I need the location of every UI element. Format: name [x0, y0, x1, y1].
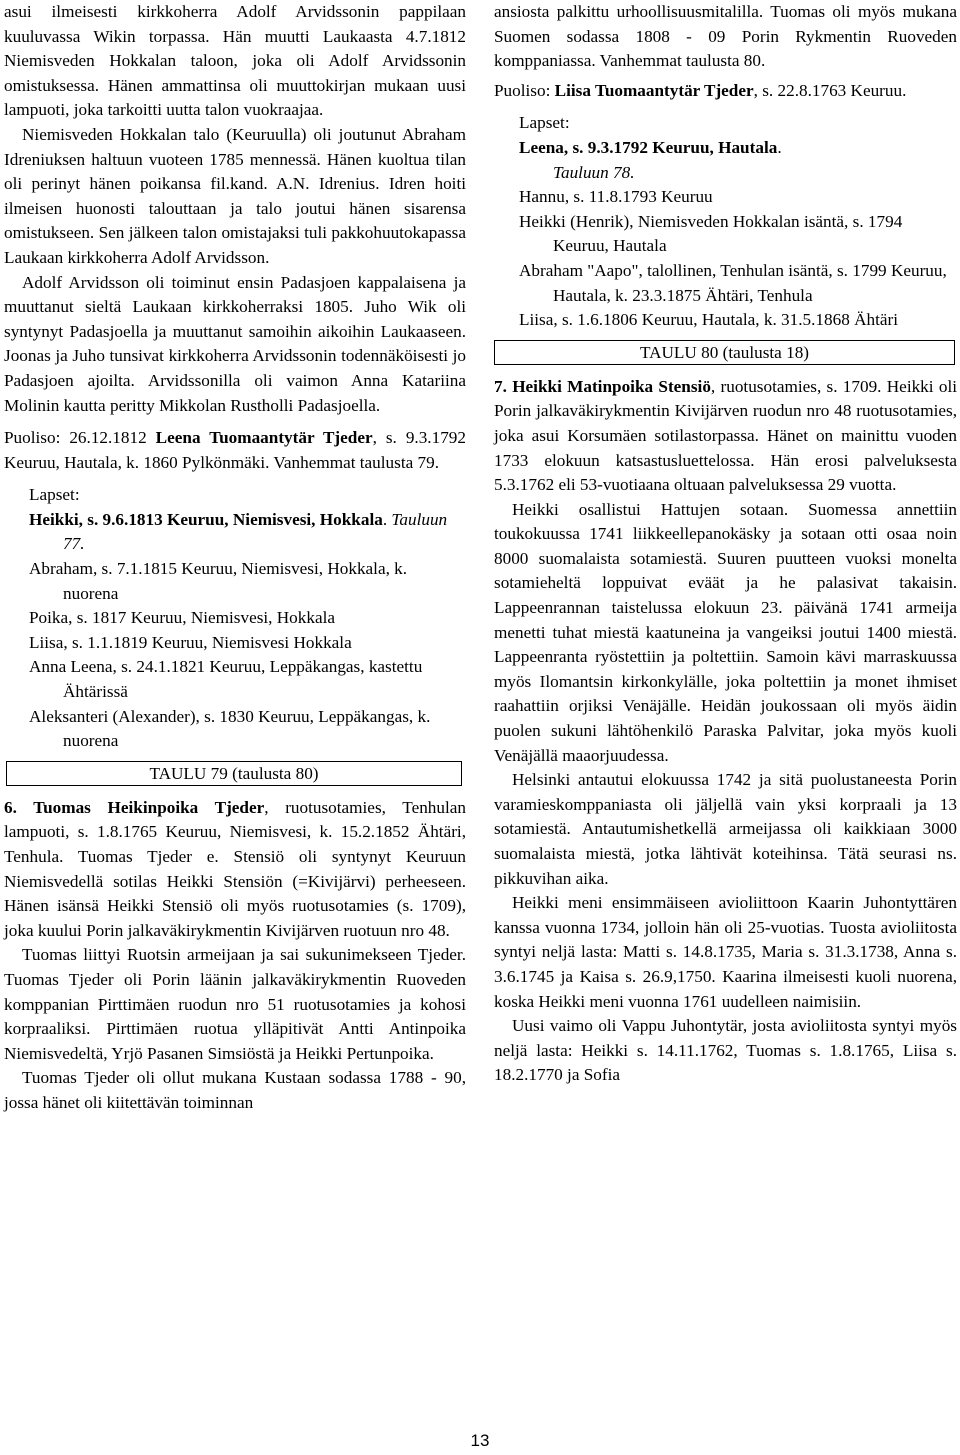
spouse-name: Liisa Tuomaantytär Tjeder [554, 80, 754, 100]
paragraph-tuomas-war: Tuomas Tjeder oli ollut mukana Kustaan sodassa 1788 - 90, jossa hänet oli kiitettävän toiminnan [4, 1068, 466, 1112]
spouse-label: Puoliso: [494, 80, 555, 100]
entry-6 [4, 796, 466, 944]
child-item: Heikki (Henrik), Niemisveden Hokkalan isäntä, s. 1794 Keuruu, Hautala [519, 211, 903, 256]
child-item: Abraham, s. 7.1.1815 Keuruu, Niemisvesi, Hokkala, k. nuorena [29, 559, 408, 603]
paragraph-second-marriage: Uusi vaimo oli Vappu Juhontytär, josta avioliitosta syntyi myös neljä lasta: Heikki s. 14.11.1762, Tuomas s. 1.8.1765, Liisa s. 18.2.1770 ja Sofia [494, 1016, 957, 1085]
child-item: Liisa, s. 1.6.1806 Keuruu, Hautala, k. 31.5.1868 Ähtäri [519, 310, 899, 330]
spouse-details: , s. 22.8.1763 Keuruu. [753, 80, 907, 100]
children-label: Lapset: [29, 485, 80, 505]
right-column [494, 0, 957, 1088]
child-item: Poika, s. 1817 Keuruu, Niemisvesi, Hokkala [29, 608, 335, 628]
entry-text: , ruotusotamies, s. 1709. Heikki oli Porin jalkaväkirykmentin Kivijärven ruodun nro 48 ruotusotamies, joka asui Korsumäen sotilastorpassa. Hänet on mainittu vuoden 1733 elokuun katsastusluettelossa. Hän erosi palveluksesta 5.3.1762 eli 53-vuotiaana oltuaan palveluksessa 29 vuotta. [494, 376, 957, 495]
children-label: Lapset: [519, 113, 570, 133]
paragraph-hattu-war: Heikki osallistui Hattujen sotaan. Suomessa annettiin toukokuussa 1741 liikkeellepanokäsky ja sotaan otti osaa noin 8000 suomalaista sotamiestä. Suuren puutteen vuoksi monelta sotamieheltä loppuivat eväät ja he palasivat takaisin. Lappeenrannan taistelussa elokuun 23. päivänä 1741 armeija menetti tuhat miestä kaatuneina ja vangeiksi joutui 1400 miestä. Lappeenranta ryöstettiin ja poltettiin. Samoin kävi marraskuussa myös Ilomantsin kirkonkylälle, joka poltettiin ja monet ihmiset raahattiin orjiksi Venäjälle. Heidän joukossaan oli myös äidin puolen sukuni lähtöhenkilö Paraska Palvitar, joka myös kuoli Venäjällä maaorjuudessa. [494, 499, 957, 765]
left-column [4, 0, 466, 1116]
child-item: Hannu, s. 11.8.1793 Keuruu [519, 187, 713, 207]
table-heading-80: TAULU 80 (taulusta 18) [494, 340, 955, 365]
spouse-name: Leena Tuomaantytär Tjeder [155, 428, 373, 448]
entry-text: , ruotusotamies, Tenhulan lampuoti, s. 1.8.1765 Keuruu, Niemisvesi, k. 15.2.1852 Ähtäri, Tenhula. Tuomas Tjeder e. Stensiö oli syntynyt Keuruun Niemisvedellä sotilas Heikki Stensiön (=Kivijärvi) perheeseen. Hänen isänsä Heikki Stensiö oli myös ruotusotamies (s. 1709), joka kuului Porin jalkaväkirykmentin Kivijärven ruotuun nro 48. [4, 797, 466, 940]
entry-name: Tuomas Heikinpoika Tjeder [33, 797, 265, 817]
paragraph-helsinki: Helsinki antautui elokuussa 1742 ja sitä puolustaneesta Porin varamieskomppaniasta oli jäljellä vain yksi korpraali ja 13 sotamiestä. Antautumishetkellä armeijassa oli kaikkiaan 3000 suomalaista miestä, jotka lähtivät koteihinsa. Tätä seurasi ns. pikkuvihan aika. [494, 770, 957, 888]
paragraph-continued: ansiosta palkittu urhoollisuusmitalilla. Tuomas oli myös mukana Suomen sodassa 1808 - 09 Porin Rykmentin Ruoveden komppaniassa. Vanhemmat taulusta 80. [494, 2, 957, 71]
spouse-line [4, 426, 466, 475]
child-item [29, 508, 466, 557]
child-name: Heikki, s. 9.6.1813 Keuruu, Niemisvesi, Hokkala [29, 509, 383, 529]
paragraph-adolf: Adolf Arvidsson oli toiminut ensin Padasjoen kappalaisena ja muuttanut sieltä Laukaan kirkkoherraksi 1805. Juho Wik oli syntynyt Padasjoella ja muuttanut samoihin aikoihin Laukaaseen. Joonas ja Juho tunsivat kirkkoherra Arvidssonin todennäköisesti jo Padasjoen ajoilta. Arvidssonilla oli vaimon Anna Katariina Molinin kautta peritty Mikkolan Rustholli Padasjoella. [4, 272, 466, 415]
page-number: 13 [470, 1431, 490, 1450]
paragraph-intro: asui ilmeisesti kirkkoherra Adolf Arvidssonin pappilaan kuuluvassa Wikin torpassa. Hän muutti Laukaasta 4.7.1812 Niemisveden Hokkalan taloon, joka oli Adolf Arvidssonin omistuksessa. Hänen ammattinsa oli muuttokirjan mukaan uusi lampuoti, joka tarkoitti uutta talon vuokraajaa. [4, 2, 466, 120]
entry-number: 7. [494, 376, 513, 396]
child-sep: . [382, 509, 392, 529]
child-item: Abraham "Aapo", talollinen, Tenhulan isäntä, s. 1799 Keuruu, Hautala, k. 23.3.1875 Ähtäri, Tenhula [519, 260, 947, 305]
child-ref: Tauluun 77. [63, 509, 448, 554]
child-sep: . [777, 137, 782, 157]
entry-number: 6. [4, 797, 34, 817]
child-item [519, 136, 957, 185]
spacer [4, 418, 466, 426]
child-ref: Tauluun 78. [553, 162, 635, 182]
child-item: Liisa, s. 1.1.1819 Keuruu, Niemisvesi Hokkala [29, 632, 352, 652]
child-name: Leena, s. 9.3.1792 Keuruu, Hautala [519, 137, 778, 157]
child-item: Aleksanteri (Alexander), s. 1830 Keuruu, Leppäkangas, k. nuorena [29, 706, 431, 751]
spouse-details: , s. 9.3.1792 Keuruu, Hautala, k. 1860 Pylkönmäki. Vanhemmat taulusta 79. [4, 428, 466, 472]
paragraph-first-marriage: Heikki meni ensimmäiseen avioliittoon Kaarin Juhontyttären kanssa vuonna 1734, jolloin hän oli 25-vuotias. Tuosta avioliitosta syntyi neljä lasta: Matti s. 14.8.1735, Maria s. 31.3.1738, Anna s. 3.6.1745 ja Kaisa s. 26.9,1750. Kaarina ilmeisesti kuoli nuorena, koska Heikki meni vuonna 1761 uudelleen naimisiin. [494, 893, 957, 1011]
spouse-line [494, 79, 957, 104]
children-list [29, 483, 466, 754]
spouse-label: Puoliso: 26.12.1812 [4, 428, 156, 448]
paragraph-tuomas-army: Tuomas liittyi Ruotsin armeijaan ja sai sukunimekseen Tjeder. Tuomas Tjeder oli Porin läänin jalkaväkirykmentin Ruoveden komppanian Pirttimäen ruodun nro 51 ruotusotamies ja kohosi korpraaliksi. Pirttimäen ruotua ylläpitivät Antti Antinpoika Niemisvedeltä, Yrjö Pasanen Simsiöstä ja Heikki Pertunpoika. [4, 945, 466, 1063]
spacer [494, 103, 957, 111]
paragraph-hokkala: Niemisveden Hokkalan talo (Keuruulla) oli joutunut Abraham Idreniuksen haltuun vuoteen 1785 mennessä. Hänen kuoltua tilan oli perinyt hänen poikansa fil.kand. A.N. Idrenius. Idren hoiti ilmeisen huonosti talouttaan ja talo joutui hänen sisarensa omistukseen. Sen jälkeen talon omistajaksi tuli pakkohuutokapassa Laukaan kirkkoherra Adolf Arvidsson. [4, 124, 466, 267]
entry-name: Heikki Matinpoika Stensiö [512, 376, 711, 396]
children-list [519, 111, 957, 332]
table-heading-79: TAULU 79 (taulusta 80) [6, 761, 462, 786]
entry-7 [494, 375, 957, 498]
spacer [4, 475, 466, 483]
child-item: Anna Leena, s. 24.1.1821 Keuruu, Leppäkangas, kastettu Ähtärissä [29, 657, 423, 702]
